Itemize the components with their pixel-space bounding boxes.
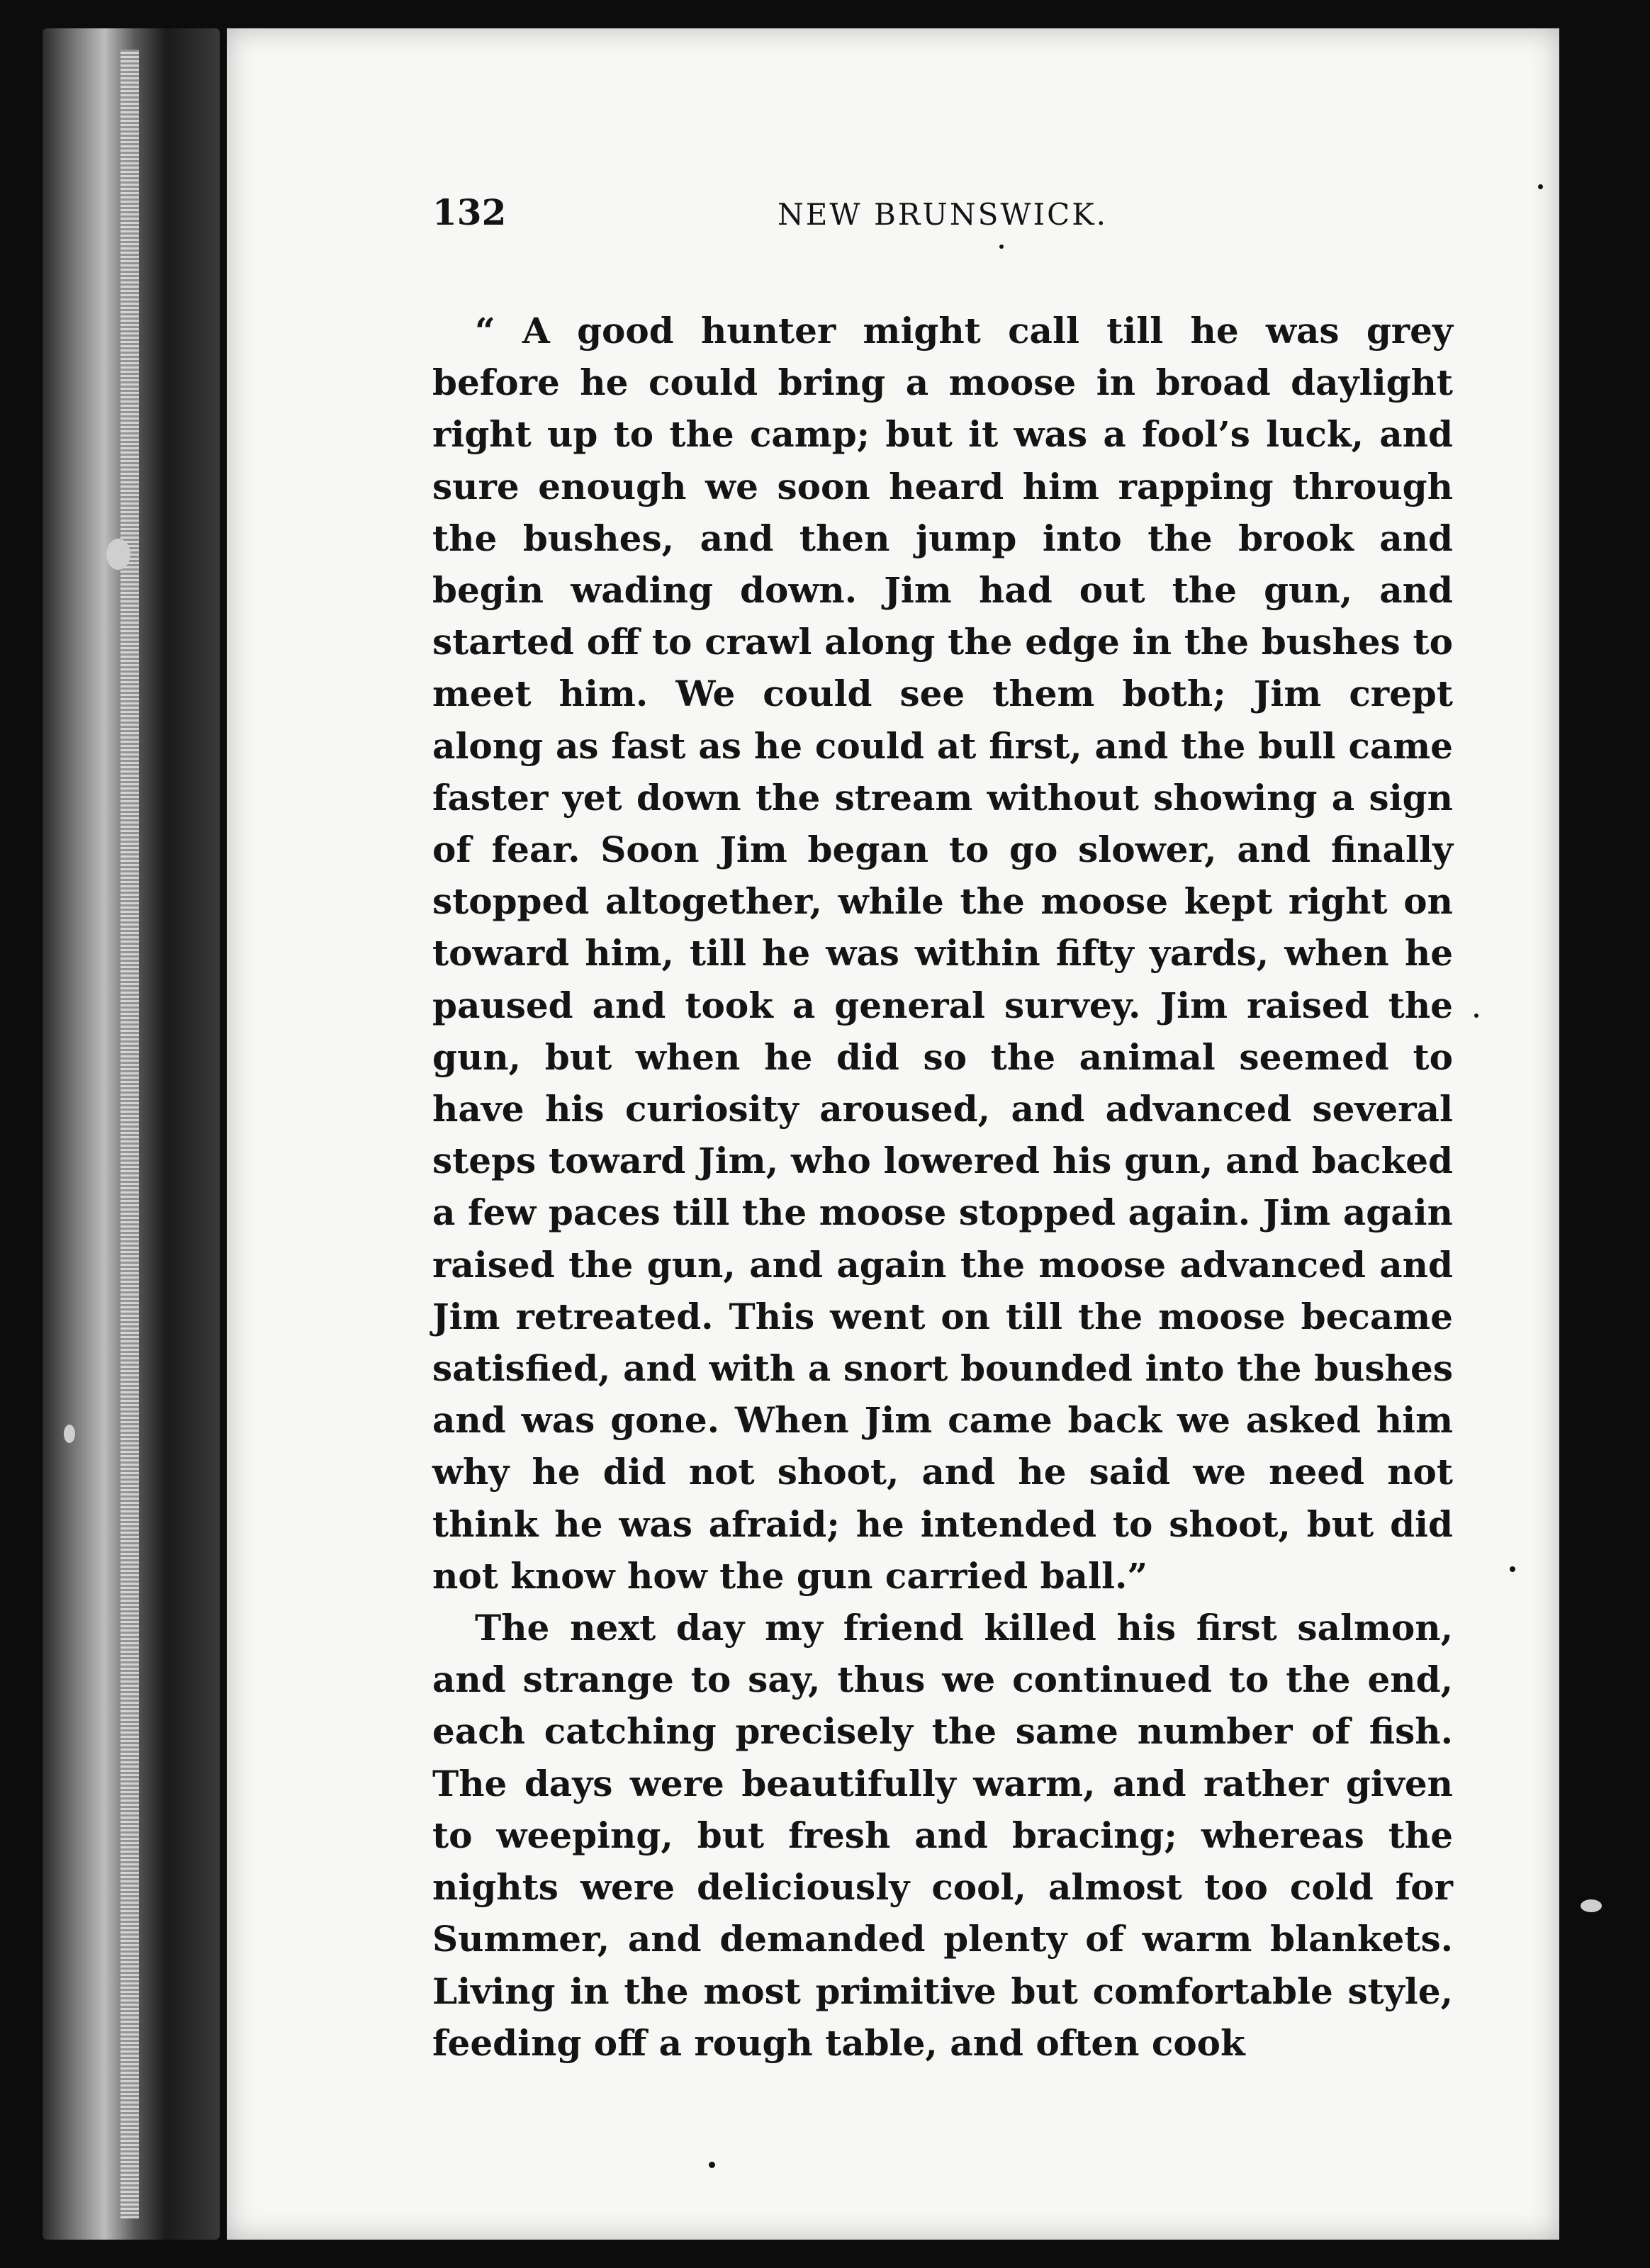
dust-speck (1538, 184, 1543, 189)
paragraph-2: The next day my friend killed his first salmon, and strange to say, thus we continued to the end, each catching precisely the same number of fish. The days were beautifully warm, and rather given to weeping, but fresh and bracing; whereas the nights were deliciously cool, almost too cold for Summer, and demanded plenty of warm blankets. Living in the most primitive but comfortable style, feeding off a rough table, and often cook (432, 1607, 1453, 2064)
page-edges (120, 50, 139, 2218)
page-content (432, 191, 1453, 2069)
dust-speck (1581, 1899, 1602, 1912)
dust-speck (106, 539, 130, 570)
paragraph-1: “ A good hunter might call till he was grey before he could bring a moose in broad daylight right up to the camp; but it was a fool’s luck, and sure enough we soon heard him rapping through the bushes, and then jump into the brook and begin wading down. Jim had out the gun, and started off to crawl along the edge in the bushes to meet him. We could see them both; Jim crept along as fast as he could at first, and the bull came faster yet down the stream without showing a sign of fear. Soon Jim began to go slower, and finally stopped altogether, while the moose kept right on toward him, till he was within fifty yards, when he paused and took a general survey. Jim raised the gun, but when he did so the animal seemed to have his curiosity aroused, and advanced several steps toward Jim, who lowered his gun, and backed a few paces till the moose stopped again. Jim again raised the gun, and again the moose advanced and Jim retreated. This went on till the moose became satisfied, and with a snort bounded into the bushes and was gone. When Jim came back we asked him why he did not shoot, and he said we need not think he was afraid; he intended to shoot, but did not know how the gun carried ball.” (432, 310, 1453, 1597)
book-page (227, 28, 1559, 2240)
dust-speck (999, 245, 1004, 249)
dust-speck (1510, 1566, 1515, 1572)
dust-speck (1474, 1014, 1478, 1018)
running-head: NEW BRUNSWICK. (778, 197, 1108, 232)
page-number: 132 (432, 191, 507, 233)
dust-speck (64, 1425, 75, 1443)
page-header (432, 191, 1453, 255)
dust-speck (709, 2162, 715, 2168)
body-text (432, 305, 1453, 2069)
